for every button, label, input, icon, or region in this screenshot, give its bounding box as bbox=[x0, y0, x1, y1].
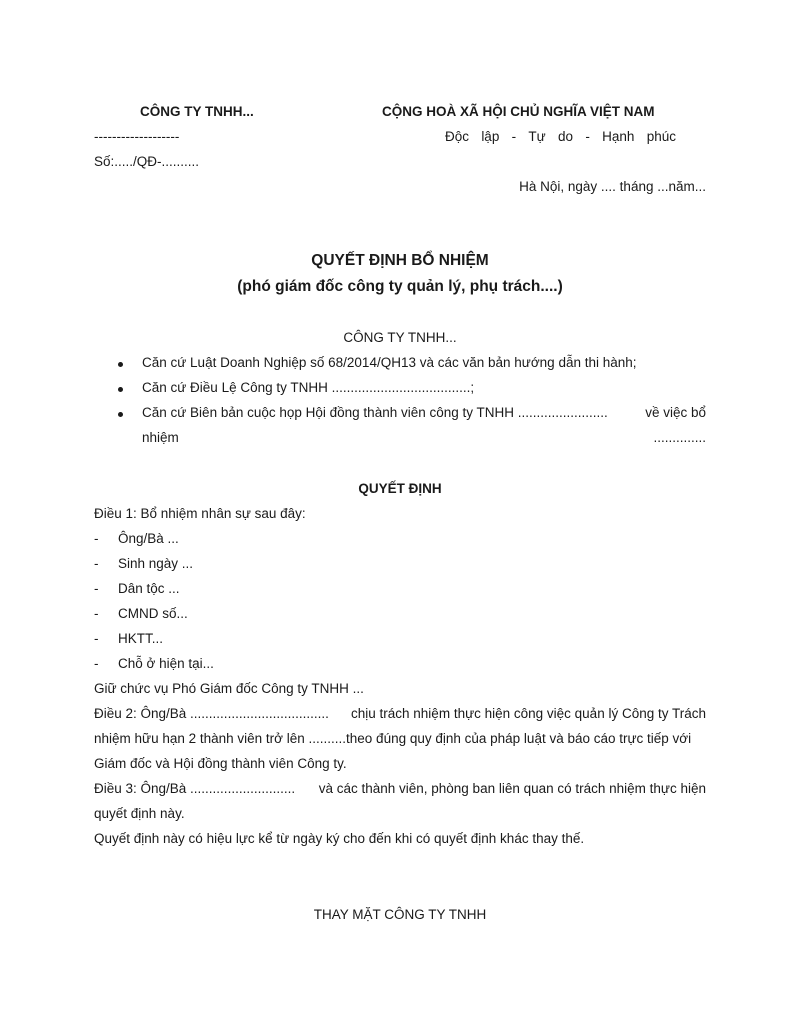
appointee-item: CMND số... bbox=[118, 606, 188, 621]
motto-word: Tự bbox=[528, 129, 546, 144]
issuer: CÔNG TY TNHH... bbox=[343, 330, 457, 345]
appointee-item: Dân tộc ... bbox=[118, 581, 180, 596]
list-dash: - bbox=[94, 606, 99, 621]
motto-word: phúc bbox=[646, 129, 676, 144]
motto-word: lập bbox=[481, 129, 500, 144]
list-dash: - bbox=[94, 531, 99, 546]
national-motto bbox=[445, 129, 676, 144]
basis-item bbox=[142, 405, 706, 420]
article-2-text: chịu trách nhiệm thực hiện công việc quản lý Công ty Trách bbox=[351, 706, 706, 721]
basis-text: nhiệm bbox=[142, 430, 179, 445]
basis-item-continued bbox=[142, 430, 706, 445]
list-dash: - bbox=[94, 656, 99, 671]
motto-word: Hạnh bbox=[602, 129, 635, 144]
article-2-line: nhiệm hữu hạn 2 thành viên trở lên ..........theo đúng quy định của pháp luật và báo cáo trực tiếp với bbox=[94, 731, 692, 746]
basis-item: Căn cứ Luật Doanh Nghiệp số 68/2014/QH13 và các văn bản hướng dẫn thi hành; bbox=[142, 355, 637, 370]
article-2-text: Điều 2: Ông/Bà ..................................... bbox=[94, 706, 329, 721]
motto-word: do bbox=[558, 129, 574, 144]
article-3-line: quyết định này. bbox=[94, 806, 185, 821]
company-name: CÔNG TY TNHH... bbox=[140, 104, 254, 119]
nation-title: CỘNG HOÀ XÃ HỘI CHỦ NGHĨA VIỆT NAM bbox=[382, 104, 655, 119]
appointee-item: Sinh ngày ... bbox=[118, 556, 194, 571]
bullet-dot bbox=[118, 362, 123, 367]
document-subtitle: (phó giám đốc công ty quản lý, phụ trách....) bbox=[237, 278, 563, 295]
basis-text: .............. bbox=[653, 430, 706, 445]
list-dash: - bbox=[94, 556, 99, 571]
basis-text: Căn cứ Biên bản cuộc họp Hội đồng thành viên công ty TNHH ........................ bbox=[142, 405, 608, 420]
appointee-item: HKTT... bbox=[118, 631, 164, 646]
effect-clause: Quyết định này có hiệu lực kể từ ngày ký cho đến khi có quyết định khác thay thế. bbox=[94, 831, 585, 846]
appointee-item: Ông/Bà ... bbox=[118, 531, 179, 546]
basis-item: Căn cứ Điều Lệ Công ty TNHH .....................................; bbox=[142, 380, 475, 395]
header-dashes: ------------------- bbox=[94, 129, 180, 144]
list-dash: - bbox=[94, 581, 99, 596]
article-2-line: Giám đốc và Hội đồng thành viên Công ty. bbox=[94, 756, 347, 771]
bullet-dot bbox=[118, 412, 123, 417]
article-3-text: Điều 3: Ông/Bà ............................ bbox=[94, 781, 296, 796]
article-3-text: và các thành viên, phòng ban liên quan có trách nhiệm thực hiện bbox=[318, 781, 706, 796]
motto-word: - bbox=[585, 129, 590, 144]
decision-heading: QUYẾT ĐỊNH bbox=[358, 481, 442, 496]
place-date: Hà Nội, ngày .... tháng ...năm... bbox=[519, 179, 706, 194]
motto-word: Độc bbox=[445, 129, 470, 144]
document-number: Số:...../QĐ-.......... bbox=[94, 154, 200, 169]
article-1-position: Giữ chức vụ Phó Giám đốc Công ty TNHH ... bbox=[94, 681, 364, 696]
basis-text: về việc bổ bbox=[645, 405, 706, 420]
article-3-line bbox=[94, 781, 706, 796]
appointee-item: Chỗ ở hiện tại... bbox=[118, 656, 214, 671]
article-1-intro: Điều 1: Bổ nhiệm nhân sự sau đây: bbox=[94, 506, 306, 521]
list-dash: - bbox=[94, 631, 99, 646]
bullet-dot bbox=[118, 387, 123, 392]
motto-word: - bbox=[511, 129, 517, 144]
document-title: QUYẾT ĐỊNH BỔ NHIỆM bbox=[311, 252, 489, 269]
signature-block: THAY MẶT CÔNG TY TNHH bbox=[313, 907, 487, 922]
article-2-line bbox=[94, 706, 706, 721]
